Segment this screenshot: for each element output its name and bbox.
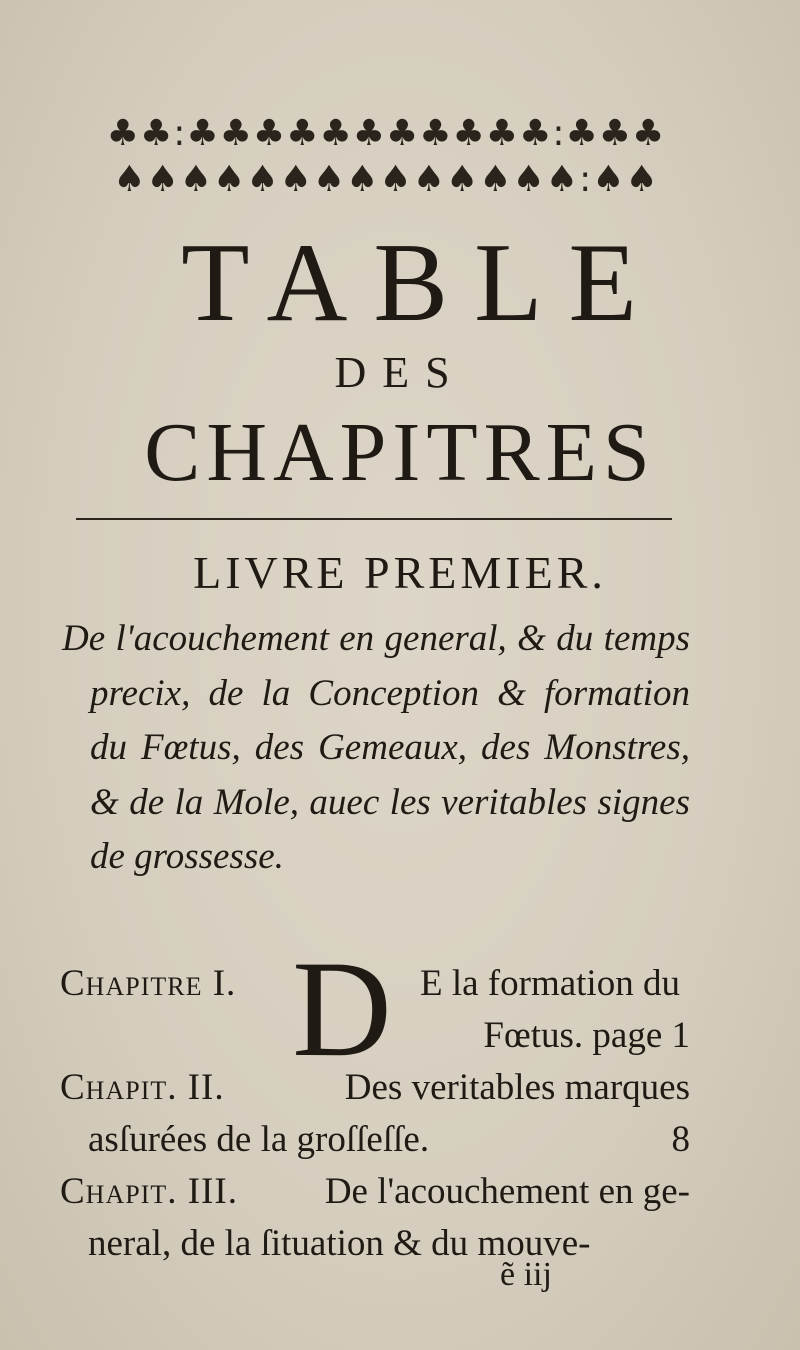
fleuron-ornament-band <box>66 112 706 204</box>
chapter-2-title-line2: asſurées de la groſſeſſe. <box>88 1119 430 1160</box>
chapter-1-label: Chapitre I. <box>60 963 237 1004</box>
page-title: TABLE <box>181 221 663 345</box>
chapter-3-title-line1: De l'acouchement en ge- <box>324 1171 690 1212</box>
chapter-1-title-line2: Fœtus. page 1 <box>483 1015 690 1056</box>
chapter-list <box>60 932 690 1270</box>
title-des: DES <box>334 348 466 397</box>
chapter-2-label: Chapit. II. <box>60 1067 225 1108</box>
drop-cap: D <box>292 932 392 1085</box>
horizontal-rule <box>76 518 672 520</box>
chapter-entry-1 <box>60 932 690 1085</box>
chapter-3-label: Chapit. III. <box>60 1171 238 1212</box>
chapter-2-title-line1: Des veritables marques <box>344 1067 690 1108</box>
chapter-entry-3 <box>60 1166 690 1270</box>
signature-mark: ẽ iij <box>500 1256 552 1293</box>
fleuron-row-bottom: ♠♠♠♠♠♠♠♠♠♠♠♠♠♠:♠♠ <box>113 159 659 200</box>
book-label: LIVRE PREMIER. <box>193 547 607 598</box>
fleuron-row-top: ♣♣:♣♣♣♣♣♣♣♣♣♣♣:♣♣♣ <box>106 113 666 154</box>
book-intro: De l'acouchement en general, & du temps precix, de la Conception & formation du Fœtus, des Gemeaux, des Monstres, & de la Mole, auec les veritables signes de grossesse. <box>62 618 690 877</box>
title-chapitres: CHAPITRES <box>144 406 656 499</box>
chapter-2-page: 8 <box>671 1119 690 1160</box>
chapter-1-title-line1: E la formation du <box>420 963 680 1004</box>
chapter-3-title-line2: neral, de la ſituation & du mouve- <box>88 1223 591 1264</box>
